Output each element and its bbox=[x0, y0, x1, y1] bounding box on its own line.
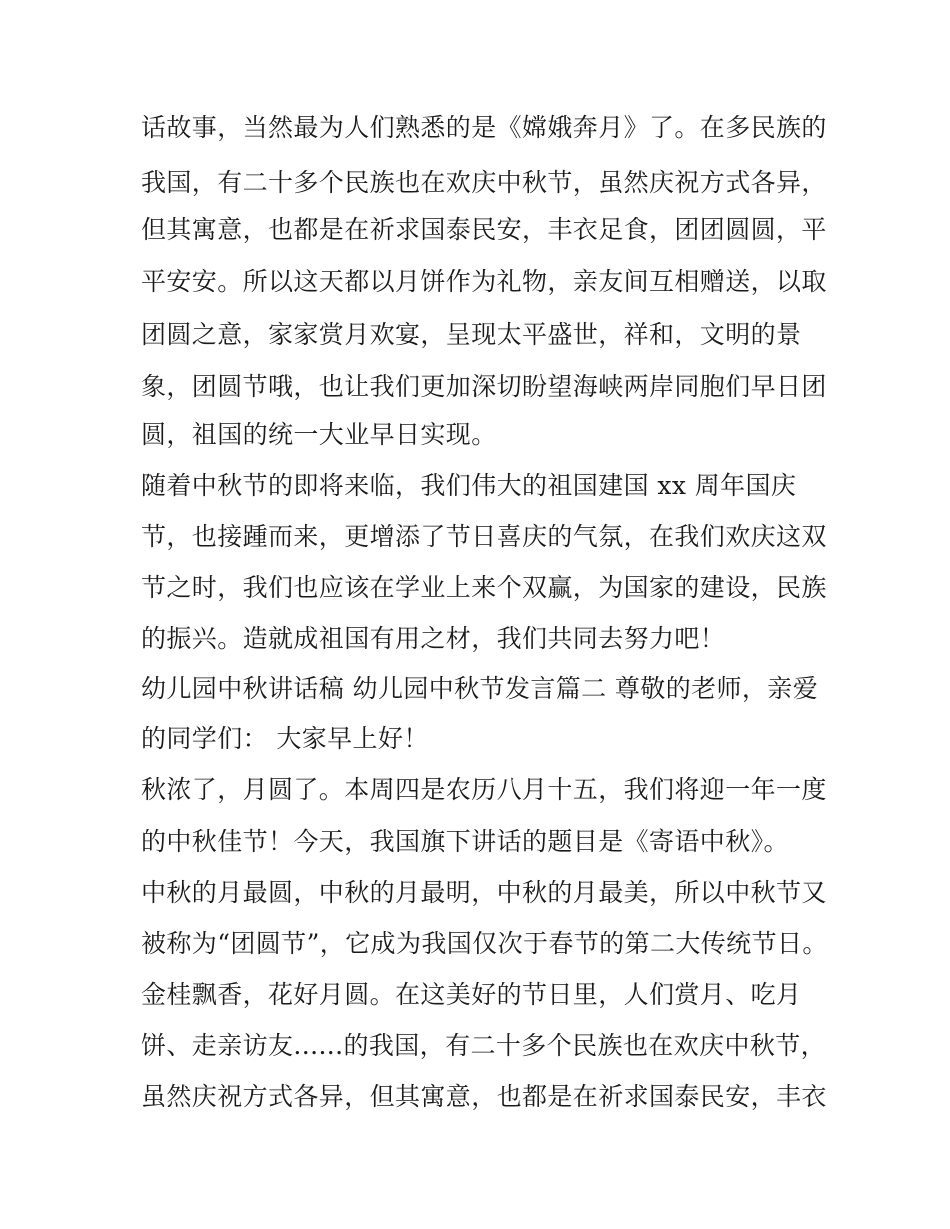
text-line: 饼、走亲访友......的我国，有二十多个民族也在欢庆中秋节， bbox=[141, 1031, 827, 1060]
text-line: 随着中秋节的即将来临，我们伟大的祖国建国 xx 周年国庆 bbox=[141, 471, 797, 500]
text-line: 平安安。所以这天都以月饼作为礼物，亲友间互相赠送，以取 bbox=[141, 267, 827, 296]
text-line: 中秋的月最圆，中秋的月最明，中秋的月最美，所以中秋节又 bbox=[141, 878, 827, 907]
text-line: 节之时，我们也应该在学业上来个双赢，为国家的建设，民族 bbox=[141, 573, 827, 602]
text-line: 节，也接踵而来，更增添了节日喜庆的气氛，在我们欢庆这双 bbox=[141, 522, 827, 551]
text-line: 但其寓意，也都是在祈求国泰民安，丰衣足食，团团圆圆，平 bbox=[141, 215, 827, 244]
text-line: 团圆之意，家家赏月欢宴，呈现太平盛世，祥和，文明的景 bbox=[141, 320, 802, 349]
text-line: 的振兴。造就成祖国有用之材，我们共同去努力吧！ bbox=[141, 624, 726, 653]
text-line: 象，团圆节哦，也让我们更加深切盼望海峡两岸同胞们早日团 bbox=[141, 372, 827, 401]
text-line: 金桂飘香，花好月圆。在这美好的节日里，人们赏月、吃月 bbox=[141, 980, 802, 1009]
text-line: 话故事，当然最为人们熟悉的是《嫦娥奔月》了。在多民族的 bbox=[141, 113, 827, 142]
text-line: 虽然庆祝方式各异，但其寓意，也都是在祈求国泰民安，丰衣 bbox=[141, 1082, 827, 1111]
text-line: 我国，有二十多个民族也在欢庆中秋节，虽然庆祝方式各异， bbox=[141, 168, 827, 197]
text-line: 秋浓了，月圆了。本周四是农历八月十五，我们将迎一年一度 bbox=[141, 775, 827, 804]
text-line: 幼儿园中秋讲话稿 幼儿园中秋节发言篇二 尊敬的老师，亲爱 bbox=[141, 674, 819, 703]
text-line: 的中秋佳节！今天，我国旗下讲话的题目是《寄语中秋》。 bbox=[141, 827, 789, 856]
text-line: 被称为“团圆节”，它成为我国仅次于春节的第二大传统节日。 bbox=[141, 929, 828, 958]
text-line: 的同学们： 大家早上好！ bbox=[141, 724, 429, 753]
text-line: 圆，祖国的统一大业早日实现。 bbox=[141, 420, 497, 449]
